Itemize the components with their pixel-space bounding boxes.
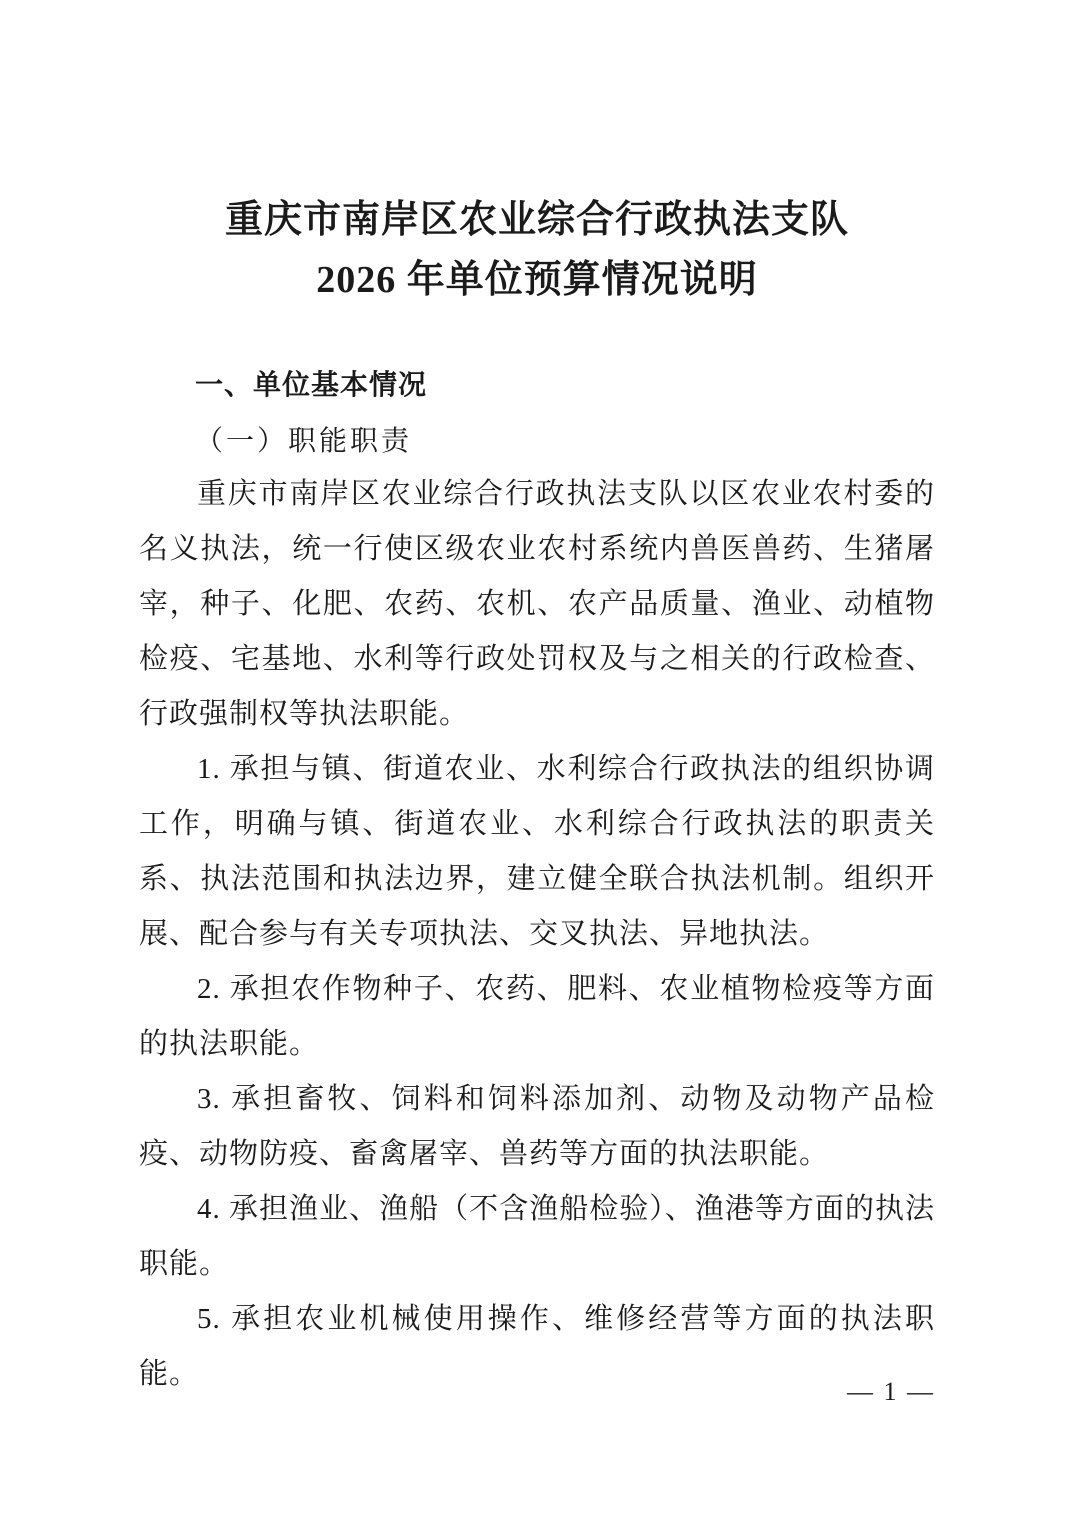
body-paragraph: 1. 承担与镇、街道农业、水利综合行政执法的组织协调工作，明确与镇、街道农业、水利综合行政执法的职责关系、执法范围和执法边界，建立健全联合执法机制。组织开展、配合参与有关专项执法、交叉执法、异地执法。 — [139, 753, 935, 950]
document-title-line2: 2026 年单位预算情况说明 — [316, 259, 758, 301]
page-number: — 1 — — [847, 1377, 935, 1406]
document-title-line1: 重庆市南岸区农业综合行政执法支队 — [224, 199, 849, 241]
document-content — [0, 190, 1074, 1402]
document-title — [139, 190, 935, 310]
section-heading: 一、单位基本情况 — [195, 369, 428, 400]
body-paragraph: 5. 承担农业机械使用操作、维修经营等方面的执法职能。 — [139, 1303, 935, 1390]
body-paragraph: 重庆市南岸区农业综合行政执法支队以区农业农村委的名义执法，统一行使区级农业农村系统内兽医兽药、生猪屠宰，种子、化肥、农药、农机、农产品质量、渔业、动植物检疫、宅基地、水利等行政处罚权及与之相关的行政检查、行政强制权等执法职能。 — [139, 478, 935, 730]
body-paragraph: 4. 承担渔业、渔船（不含渔船检验）、渔港等方面的执法职能。 — [139, 1193, 935, 1280]
subsection-heading: （一）职能职责 — [195, 426, 413, 457]
body-text — [139, 467, 935, 1402]
body-paragraph: 3. 承担畜牧、饲料和饲料添加剂、动物及动物产品检疫、动物防疫、畜禽屠宰、兽药等方面的执法职能。 — [139, 1083, 935, 1170]
body-paragraph: 2. 承担农作物种子、农药、肥料、农业植物检疫等方面的执法职能。 — [139, 973, 935, 1060]
